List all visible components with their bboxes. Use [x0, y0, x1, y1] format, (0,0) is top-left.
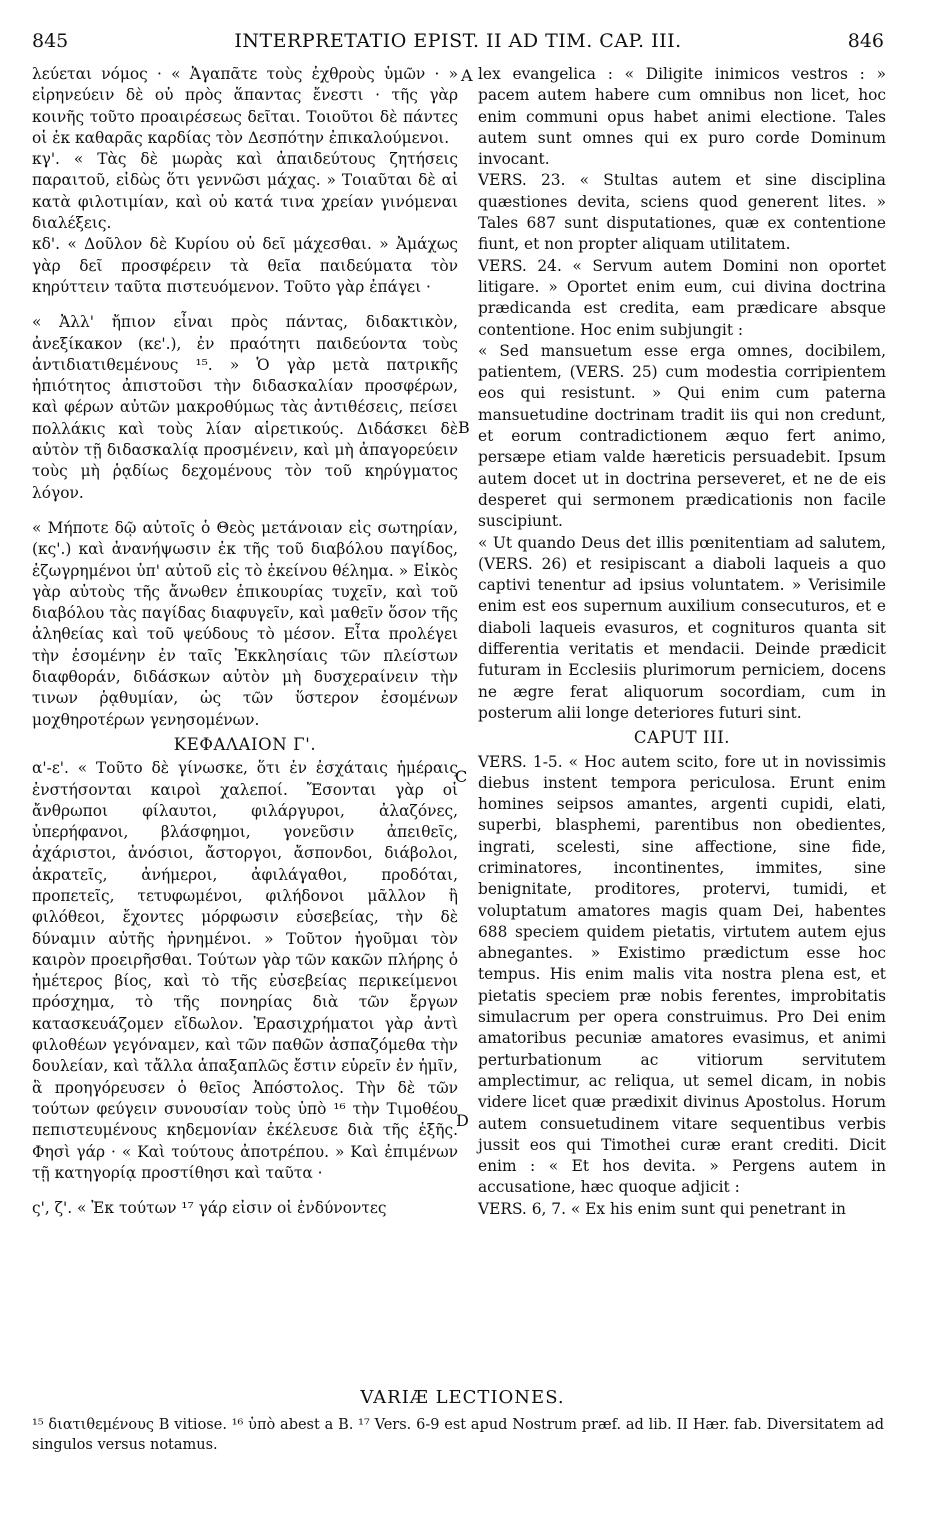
greek-paragraph: « Ἀλλ' ἤπιον εἶναι πρὸς πάντας, διδακτικὸν, ἀνεξίκακον (κε'.), ἐν πραότητι παιδεύοντα τοὺς ἀντιδιατιθεμένους ¹⁵. » Ὁ γὰρ μετὰ πατρικῆς ἠπιότητος ἀπιστοῦσι τὴν διδασκαλίαν προσφέρων, καὶ φέρων αὐτῶν μακροθύμως τὰς ἀντιθέσεις, πείσει πολλάκις καὶ τοὺς λίαν αἱρετικούς. Διδάσκει δὲ αὐτὸν τῇ διδασκαλίᾳ προσμένειν, καὶ μὴ ἀπαγορεύειν τοὺς μὴ ῥᾳδίως δεχομένους τὸν τοῦ κηρύγματος λόγον. — [32, 313, 458, 502]
greek-chapter-heading: ΚΕΦΑΛΑΙΟΝ Γ'. — [173, 734, 317, 754]
greek-paragraph: α'-ε'. « Τοῦτο δὲ γίνωσκε, ὅτι ἐν ἐσχάταις ἡμέραις ἐνστήσονται καιροὶ χαλεποί. Ἔσονται γὰρ οἱ ἄνθρωποι φίλαυτοι, φιλάργυροι, ἀλαζόνες, ὑπερήφανοι, βλάσφημοι, γονεῦσιν ἀπειθεῖς, ἀχάριστοι, ἀνόσιοι, ἄστοργοι, ἄσπονδοι, διάβολοι, ἀκρατεῖς, ἀνήμεροι, ἀφιλάγαθοι, προδόται, προπετεῖς, τετυφωμένοι, φιλήδονοι μᾶλλον ἢ φιλόθεοι, ἔχοντες μόρφωσιν εὐσεβείας, τὴν δὲ δύναμιν αὐτῆς ἠρνημένοι. » Τοῦτον ἡγοῦμαι τὸν καιρὸν προειρῆσθαι. Τούτων γὰρ τῶν κακῶν πλήρης ὁ ἡμέτερος βίος, καὶ τὸ τῆς εὐσεβείας περικείμενοι πρόσχημα, τὸ τῆς πονηρίας διὰ τῶν ἔργων κατασκευάζομεν εἴδωλον. Ἐρασιχρήματοι γὰρ ἀντὶ φιλοθέων γεγόναμεν, καὶ τῶν παθῶν ἀσπαζόμεθα τὴν δουλείαν, καὶ τἄλλα ἁπαξαπλῶς ἔστιν εὑρεῖν ἐν ἡμῖν, ἃ προηγόρευσεν ὁ θεῖος Ἀπόστολος. Τὴν δὲ τῶν τούτων φεύγειν συνουσίαν τοὺς ὑπὸ ¹⁶ τὴν Τιμοθέου πεπιστευμένους κηδεμονίαν ἐκέλευσε διὰ τῆς ἑξῆς. Φησὶ γάρ · « Καὶ τούτους ἀποτρέπου. » Καὶ ἐπιμένων τῇ κατηγορίᾳ προστίθησι καὶ ταῦτα · — [32, 759, 458, 1182]
margin-marker-b: B — [458, 418, 470, 437]
latin-paragraph: « Sed mansuetum esse erga omnes, docibilem, patientem, (VERS. 25) cum modestia corripientem eos qui resistunt. » Qui enim cum paterna mansuetudine doctrinam tradit iis qui non credunt, et eorum contradictionem æquo fert animo, persæpe etiam valde hæreticis persuadebit. Ipsum autem docet ut in doctrina perseveret, et ne de eis desperet qui sermonem prædicationis non facile suscipiunt. — [478, 341, 886, 531]
greek-paragraph: ς', ζ'. « Ἐκ τούτων ¹⁷ γάρ εἰσιν οἱ ἐνδύνοντες — [32, 1199, 387, 1218]
page-header — [32, 30, 884, 58]
latin-paragraph: VERS. 24. « Servum autem Domini non oportet litigare. » Oportet enim eum, cui divina doctrina prædicanda est credita, eam prædicare absque contentione. Hoc enim subjungit : — [478, 256, 886, 339]
latin-column — [478, 64, 886, 1220]
footnotes: ¹⁵ διατιθεμένους B vitiose. ¹⁶ ὑπὸ abest a B. ¹⁷ Vers. 6-9 est apud Nostrum præf. ad lib. II Hær. fab. Diversitatem ad singulos versus notamus. — [32, 1417, 884, 1453]
latin-paragraph: VERS. 1-5. « Hoc autem scito, fore ut in novissimis diebus instent tempora periculosa. Erunt enim homines seipsos amantes, argenti cupidi, elati, superbi, blasphemi, parentibus non obedientes, ingrati, scelesti, sine affectione, sine fide, criminatores, incontinentes, immites, sine benignitate, proditores, protervi, tumidi, et voluptatum amatores magis quam Dei, habentes 688 speciem quidem pietatis, virtutem autem ejus abnegantes. » Existimo prædictum esse hoc tempus. His enim malis vita nostra plena est, et pietatis speciem præ nobis ferentes, improbitatis simulacrum per opera construimus. Pro Dei enim amatoribus pecuniæ amatores evasimus, et animi perturbationum ac vitiorum servitutem amplectimur, ac reliqua, ut semel dicam, in nobis videre licet quæ prædixit divinus Apostolus. Horum autem consuetudinem vitare sequentibus verbis jussit eos qui Timothei curæ erant crediti. Dicit enim : « Et hos devita. » Pergens autem in accusatione, hæc quoque adjicit : — [478, 752, 886, 1197]
latin-paragraph: VERS. 6, 7. « Ex his enim sunt qui penetrant in — [478, 1199, 846, 1218]
running-title: INTERPRETATIO EPIST. II AD TIM. CAP. III. — [234, 30, 682, 52]
greek-paragraph: « Μήποτε δῷ αὐτοῖς ὁ Θεὸς μετάνοιαν εἰς σωτηρίαν, (κς'.) καὶ ἀνανήψωσιν ἐκ τῆς τοῦ διαβόλου παγίδος, ἐζωγρημένοι ὑπ' αὐτοῦ εἰς τὸ ἐκείνου θέλημα. » Εἰκὸς γὰρ αὐτοὺς τῆς ἄνωθεν ἐπικουρίας τυχεῖν, καὶ τοῦ διαβόλου τὰς παγίδας διαφυγεῖν, καὶ μαθεῖν ὅσον τῆς ἀληθείας καὶ τοῦ ψεύδους τὸ μέσον. Εἶτα προλέγει τὴν ἐσομένην ἐν ταῖς Ἐκκλησίαις τῶν πλείστων διαφθοράν, διδάσκων αὐτὸν μὴ δυσχεραίνειν τὴν τινων ῥᾳθυμίαν, ὡς τῶν ὕστερον ἐσομένων μοχθηροτέρων γενησομένων. — [32, 518, 458, 729]
latin-paragraph: lex evangelica : « Diligite inimicos vestros : » pacem autem habere cum omnibus non licet, hoc enim communi opus habet animi electione. Tales autem sunt omnes qui ex puro corde Dominum invocant. — [478, 65, 886, 169]
greek-paragraph: κδ'. « Δοῦλον δὲ Κυρίου οὐ δεῖ μάχεσθαι. » Ἀμάχως γὰρ δεῖ προσφέρειν τὰ θεῖα παιδεύματα τὸν κηρύττειν ταῦτα πιστευόμενον. Τοῦτο γὰρ ἐπάγει · — [32, 235, 458, 296]
margin-marker-d: D — [456, 1111, 469, 1130]
greek-column — [32, 64, 458, 1219]
greek-paragraph: κγ'. « Τὰς δὲ μωρὰς καὶ ἀπαιδεύτους ζητήσεις παραιτοῦ, εἰδὼς ὅτι γεννῶσι μάχας. » Τοιαῦται δὲ αἱ κατὰ φιλοτιμίαν, καὶ οὐ κατά τινα χρείαν γινόμεναι διαλέξεις. — [32, 150, 458, 233]
latin-paragraph: VERS. 23. « Stultas autem et sine disciplina quæstiones devita, sciens quod generent lites. » Tales 687 sunt disputationes, quæ ex contentione fiunt, et non propter aliquam utilitatem. — [478, 171, 886, 254]
margin-marker-a: A — [461, 66, 473, 85]
latin-chapter-heading: CAPUT III. — [633, 728, 731, 748]
variae-lectiones-title: VARIÆ LECTIONES. — [360, 1387, 565, 1408]
margin-marker-c: C — [455, 767, 468, 786]
latin-paragraph: « Ut quando Deus det illis pœnitentiam ad salutem, (VERS. 26) et resipiscant a diaboli laqueis a quo captivi tenentur ad ipsius voluntatem. » Verisimile enim est eos supernum auxilium consecuturos, et e diaboli laqueis evasuros, et cognituros quanta sit differentia veritatis et mendacii. Deinde prædicit futuram in Ecclesiis plurimorum perniciem, docens ne ægre ferat aliquorum socordiam, cum in posterum alii longe deteriores futuri sint. — [478, 533, 886, 722]
page-number-right: 846 — [847, 30, 884, 52]
page-number-left: 845 — [32, 30, 69, 52]
greek-paragraph: λεύεται νόμος · « Ἀγαπᾶτε τοὺς ἐχθροὺς ὑμῶν · » εἰρηνεύειν δὲ οὐ πρὸς ἅπαντας ἔνεστι · τῆς γὰρ κοινῆς τοῦτο προαιρέσεως δεῖται. Τοιοῦτοι δὲ πάντες οἱ ἐκ καθαρᾶς καρδίας τὸν Δεσπότην ἐπικαλούμενοι. — [32, 65, 458, 147]
